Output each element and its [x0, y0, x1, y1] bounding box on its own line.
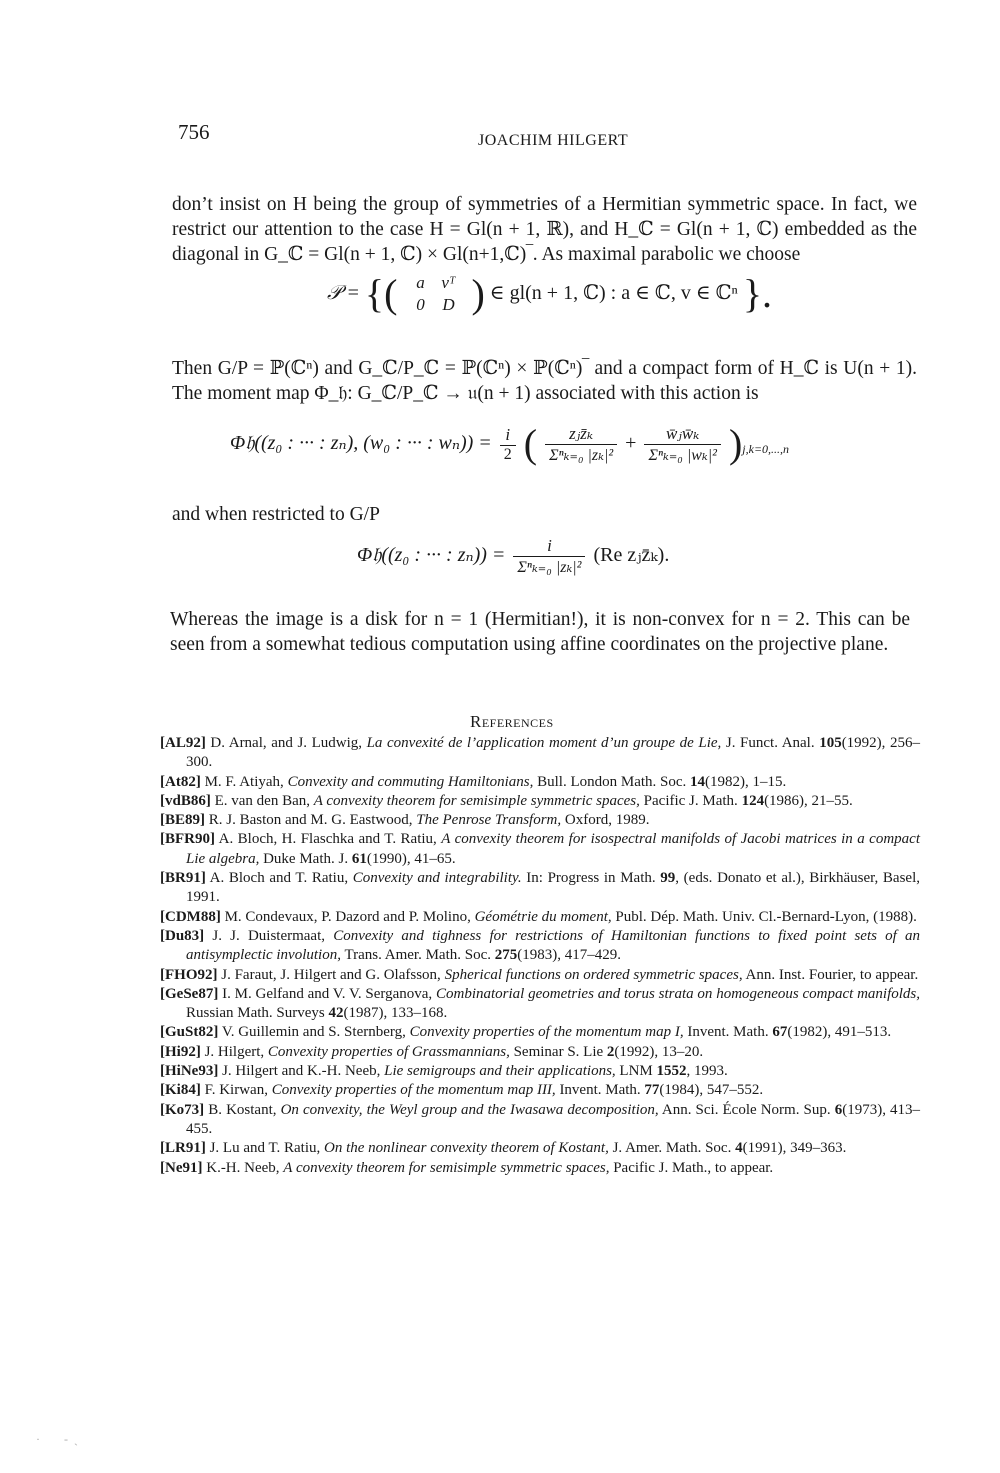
paragraph-intro: don’t insist on H being the group of symmetries of a Hermitian symmetric space. In fact, we restrict our attention to the case H = Gl(n + 1, ℝ), and H_ℂ = Gl(n + 1, ℂ) embedded as the diagonal in G_ℂ = Gl(n + 1, ℂ) × Gl(n+1,ℂ)‾. As maximal parabolic we choose: [172, 193, 917, 265]
reference-source: Russian Math. Surveys: [186, 1005, 325, 1022]
eq1-brace-open: {(: [364, 271, 398, 316]
eq1-m21: 0: [416, 295, 425, 315]
eq2-half-num: i: [500, 425, 516, 446]
eq1-matrix: [406, 272, 462, 316]
reference-pages: (1992), 13–20.: [614, 1043, 704, 1060]
reference-item: [160, 1062, 920, 1081]
reference-pages: (1983), 417–429.: [517, 947, 621, 964]
eq1-paren-close: ): [471, 271, 485, 316]
reference-pages: (1982), 491–513.: [787, 1024, 892, 1041]
reference-title: Géométrie du moment,: [474, 908, 612, 925]
reference-source: Pacific J. Math.: [643, 792, 738, 809]
reference-volume: 124: [741, 792, 765, 809]
reference-title: Convexity and commuting Hamiltonians,: [287, 773, 534, 790]
reference-authors: D. Arnal, and J. Ludwig,: [210, 735, 363, 751]
paragraph-moment-map: Then G/P = ℙ(ℂⁿ) and G_ℂ/P_ℂ = ℙ(ℂⁿ) × ℙ(ℂⁿ)‾ and a compact form of H_ℂ is U(n + 1). The moment map Φ_𝔥: G_ℂ/P_ℂ → 𝔲(n + 1) associated with this action is: [172, 357, 917, 404]
reference-source: Invent. Math.: [687, 1024, 769, 1041]
reference-item: [160, 1139, 920, 1158]
reference-title: Lie semigroups and their applications,: [384, 1063, 616, 1080]
reference-item: [160, 908, 920, 927]
reference-title: The Penrose Transform,: [416, 812, 562, 829]
reference-volume: 105: [819, 735, 842, 751]
reference-volume: 61: [351, 850, 367, 867]
reference-key: [BE89]: [160, 812, 205, 829]
reference-key: [GuSt82]: [160, 1024, 219, 1041]
reference-title: On the nonlinear convexity theorem of Kostant,: [324, 1140, 609, 1157]
reference-pages: (1986), 21–55.: [764, 792, 853, 809]
eq2-lhs: Φ𝔥((z₀ : ··· : zₙ), (w₀ : ··· : wₙ)) =: [230, 432, 492, 454]
eq2-half: [500, 425, 516, 464]
equation-moment-map: [230, 420, 789, 467]
reference-volume: 14: [690, 773, 706, 790]
reference-volume: 275: [494, 947, 518, 964]
eq3-fraction: [513, 536, 585, 577]
reference-item: [160, 1023, 920, 1042]
reference-authors: J. Lu and T. Ratiu,: [209, 1140, 321, 1157]
reference-item: [160, 966, 920, 985]
reference-authors: J. J. Duistermaat,: [212, 927, 326, 944]
reference-item: [160, 985, 920, 1024]
reference-source: J. Funct. Anal.: [725, 735, 815, 751]
reference-title: Convexity and integrability.: [352, 870, 522, 887]
reference-key: [BR91]: [160, 870, 206, 887]
reference-key: [BFR90]: [160, 831, 215, 848]
references-heading: References: [470, 712, 554, 731]
reference-key: [LR91]: [160, 1140, 206, 1157]
reference-volume: 4: [735, 1140, 743, 1157]
eq2-fraction-z: [545, 424, 617, 465]
eq1-m12: vᵀ: [441, 273, 456, 293]
reference-title: Convexity properties of the momentum map I,: [409, 1024, 684, 1041]
reference-title: Convexity properties of the momentum map III,: [271, 1082, 556, 1099]
reference-title: Spherical functions on ordered symmetric spaces,: [444, 966, 743, 983]
reference-pages: (1992), 256–300.: [186, 735, 921, 771]
reference-item: [160, 1043, 920, 1062]
reference-title: Convexity and tighness for restrictions of Hamiltonian functions to fixed point sets of an antisymplectic involution,: [186, 927, 921, 964]
reference-authors: A. Bloch and T. Ratiu,: [209, 870, 349, 887]
eq2-half-den: 2: [503, 445, 512, 463]
reference-item: [160, 830, 920, 869]
reference-pages: (1982), 1–15.: [705, 773, 787, 790]
eq2-plus: +: [625, 432, 637, 454]
reference-key: [CDM88]: [160, 908, 221, 925]
reference-pages: (1990), 41–65.: [366, 850, 456, 867]
reference-authors: V. Guillemin and S. Sternberg,: [221, 1024, 406, 1041]
reference-authors: A. Bloch, H. Flaschka and T. Ratiu,: [218, 831, 437, 848]
reference-pages: , (eds. Donato et al.), Birkhäuser, Basel, 1991.: [186, 870, 920, 906]
reference-pages: (1984), 547–552.: [659, 1082, 764, 1099]
reference-authors: R. J. Baston and M. G. Eastwood,: [208, 812, 413, 829]
equation-parabolic: [327, 270, 772, 317]
reference-item: [160, 811, 920, 830]
eq2-paren-open: (: [523, 421, 538, 466]
reference-volume: 1552: [656, 1063, 687, 1080]
reference-title: La convexité de l’application moment d’un groupe de Lie,: [366, 735, 722, 751]
references-list: [160, 734, 920, 1178]
reference-source: Oxford, 1989.: [564, 812, 650, 829]
reference-item: [160, 1081, 920, 1100]
reference-volume: 42: [328, 1005, 344, 1022]
equation-restricted-map: [357, 536, 669, 577]
reference-source: Trans. Amer. Math. Soc.: [344, 947, 491, 964]
reference-source: In: Progress in Math.: [526, 870, 656, 887]
reference-title: On convexity, the Weyl group and the Iwasawa decomposition,: [280, 1101, 659, 1118]
reference-authors: K.-H. Neeb,: [206, 1159, 280, 1176]
reference-title: A convexity theorem for semisimple symmetric spaces,: [283, 1159, 610, 1176]
reference-authors: J. Hilgert,: [204, 1043, 265, 1060]
reference-authors: F. Kirwan,: [204, 1082, 268, 1099]
reference-key: [Ne91]: [160, 1159, 203, 1176]
eq3-den: Σⁿₖ₌₀ |zₖ|²: [517, 559, 582, 576]
reference-item: [160, 1159, 920, 1178]
eq1-m22: D: [442, 295, 455, 315]
eq2-f2-num: w̄ⱼw̄ₖ: [644, 424, 721, 445]
eq1-rhs: ∈ gl(n + 1, ℂ) : a ∈ ℂ, v ∈ ℂⁿ: [489, 282, 738, 304]
eq3-rhs: (Re zⱼz̄ₖ).: [593, 544, 670, 567]
reference-item: [160, 734, 920, 773]
scan-speck: · ‐ ˏ: [36, 1432, 78, 1446]
reference-authors: J. Faraut, J. Hilgert and G. Olafsson,: [221, 966, 441, 983]
reference-key: [Ki84]: [160, 1082, 201, 1099]
reference-key: [Hi92]: [160, 1043, 201, 1060]
reference-source: J. Amer. Math. Soc.: [612, 1140, 732, 1157]
reference-source: Pacific J. Math., to appear.: [613, 1159, 774, 1176]
reference-volume: 2: [606, 1043, 615, 1060]
reference-pages: (1987), 133–168.: [343, 1005, 448, 1022]
eq2-subscript: j,k=0,...,n: [742, 442, 790, 456]
reference-source: Duke Math. J.: [263, 850, 349, 867]
reference-item: [160, 1101, 920, 1140]
reference-pages: (1973), 413–455.: [186, 1101, 921, 1137]
reference-source: Seminar S. Lie: [513, 1043, 604, 1060]
reference-source: Ann. Inst. Fourier, to appear.: [745, 966, 919, 983]
reference-key: [HiNe93]: [160, 1063, 219, 1080]
reference-item: [160, 927, 920, 966]
reference-volume: 99: [660, 870, 676, 887]
eq3-num: i: [513, 536, 585, 557]
reference-item: [160, 773, 920, 792]
eq2-f2-den: Σⁿₖ₌₀ |wₖ|²: [648, 446, 717, 464]
eq1-brace-close: }.: [742, 271, 773, 316]
reference-key: [Du83]: [160, 927, 205, 944]
eq3-lhs: Φ𝔥((z₀ : ··· : zₙ)) =: [357, 544, 506, 567]
reference-source: LNM: [619, 1063, 653, 1080]
reference-authors: J. Hilgert and K.-H. Neeb,: [222, 1063, 381, 1080]
reference-key: [FHO92]: [160, 966, 218, 983]
eq1-m11: a: [416, 273, 425, 293]
reference-authors: B. Kostant,: [208, 1101, 277, 1118]
reference-item: [160, 869, 920, 908]
eq1-lhs: 𝒫 =: [327, 282, 360, 304]
page-number: 756: [178, 120, 210, 144]
reference-authors: I. M. Gelfand and V. V. Serganova,: [222, 985, 433, 1002]
paragraph-restriction: and when restricted to G/P: [172, 503, 380, 525]
reference-volume: 77: [644, 1082, 660, 1099]
reference-source: Ann. Sci. École Norm. Sup.: [661, 1101, 831, 1118]
reference-title: A convexity theorem for semisimple symmetric spaces,: [313, 792, 640, 809]
reference-source: Invent. Math.: [559, 1082, 641, 1099]
reference-authors: M. Condevaux, P. Dazord and P. Molino,: [224, 908, 471, 925]
reference-item: [160, 792, 920, 811]
reference-pages: (1991), 349–363.: [742, 1140, 847, 1157]
reference-volume: 67: [772, 1024, 788, 1041]
reference-key: [vdB86]: [160, 792, 211, 809]
reference-source: Bull. London Math. Soc.: [537, 773, 687, 790]
reference-key: [GeSe87]: [160, 985, 219, 1002]
reference-authors: E. van den Ban,: [214, 792, 310, 809]
reference-title: Combinatorial geometries and torus strata on homogeneous compact manifolds,: [435, 985, 921, 1002]
reference-volume: 6: [834, 1101, 843, 1118]
reference-title: Convexity properties of Grassmannians,: [267, 1043, 510, 1060]
reference-pages: , 1993.: [686, 1063, 728, 1080]
reference-authors: M. F. Atiyah,: [204, 773, 284, 790]
reference-key: [At82]: [160, 773, 201, 790]
eq2-f1-den: Σⁿₖ₌₀ |zₖ|²: [549, 446, 614, 464]
paragraph-conclusion: Whereas the image is a disk for n = 1 (Hermitian!), it is non-convex for n = 2. This can be seen from a somewhat tedious computation using affine coordinates on the projective plane.: [170, 608, 910, 655]
reference-title: A convexity theorem for isospectral manifolds of Jacobi matrices in a compact Lie algebra,: [186, 831, 921, 867]
reference-key: [AL92]: [160, 735, 206, 751]
reference-key: [Ko73]: [160, 1101, 205, 1118]
eq2-fraction-w: [644, 424, 721, 465]
eq2-paren-close: ): [728, 421, 743, 466]
reference-source: Publ. Dép. Math. Univ. Cl.-Bernard-Lyon, (1988).: [615, 908, 917, 925]
running-head: JOACHIM HILGERT: [478, 132, 629, 149]
eq2-f1-num: zⱼz̄ₖ: [545, 424, 617, 445]
